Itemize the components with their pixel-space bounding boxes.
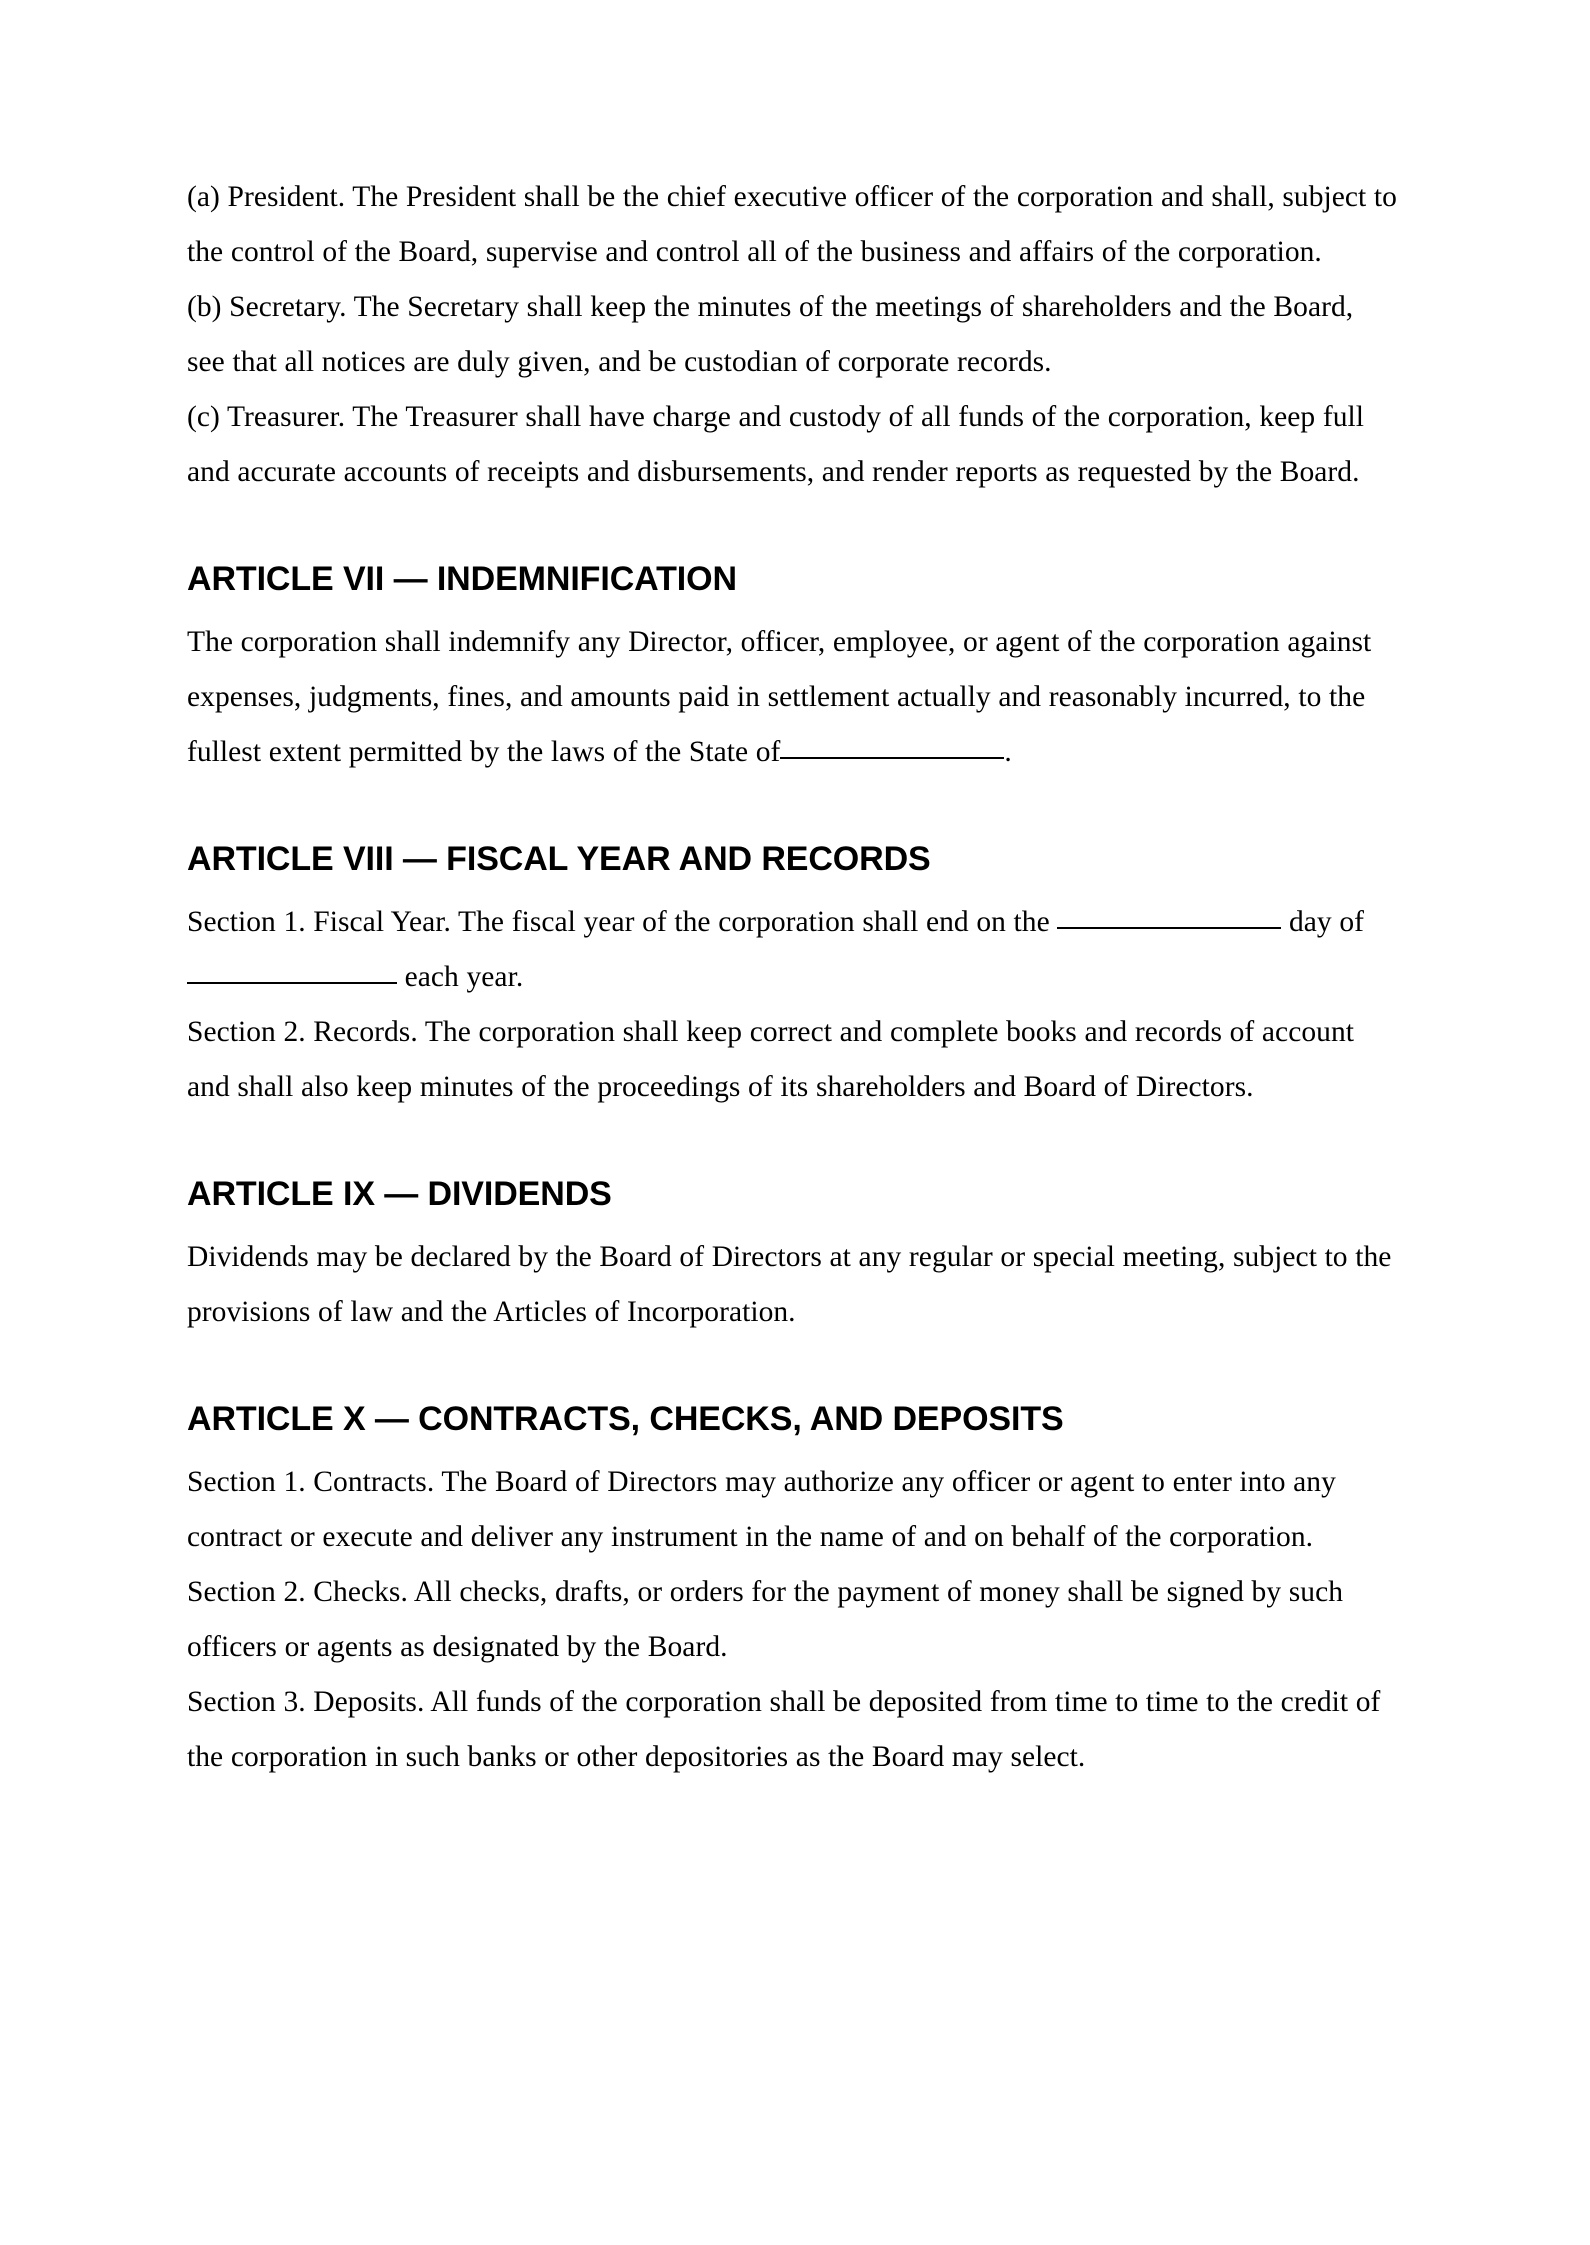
spacer xyxy=(187,1441,1397,1455)
spacer xyxy=(187,601,1397,615)
paragraph-officer-president: (a) President. The President shall be the chief executive officer of the corporation and shall, subject to the control of the Board, supervise and control all of the business and affairs of the corporation. xyxy=(187,181,1397,268)
heading-article-vii: ARTICLE VII — INDEMNIFICATION xyxy=(187,560,737,598)
paragraph-article-x-section-3: Section 3. Deposits. All funds of the corporation shall be deposited from time to time to the credit of the corporation in such banks or other depositories as the Board may select. xyxy=(187,1686,1381,1773)
article-vii-text-before-blank: The corporation shall indemnify any Director, officer, employee, or agent of the corporation against expenses, judgments, fines, and amounts paid in settlement actually and reasonably incurred, to the fullest extent permitted by the laws of the State of xyxy=(187,626,1372,768)
document-body xyxy=(187,170,1397,1785)
paragraph-article-x-section-1: Section 1. Contracts. The Board of Directors may authorize any officer or agent to enter into any contract or execute and deliver any instrument in the name of and on behalf of the corporation. xyxy=(187,1466,1336,1553)
paragraph-article-viii-section-2: Section 2. Records. The corporation shall keep correct and complete books and records of account and shall also keep minutes of the proceedings of its shareholders and Board of Directors. xyxy=(187,1016,1354,1103)
article-viii-section-1-text-1: Section 1. Fiscal Year. The fiscal year of the corporation shall end on the xyxy=(187,906,1050,938)
spacer xyxy=(187,1115,1397,1172)
spacer xyxy=(187,881,1397,895)
state-name-blank[interactable] xyxy=(780,732,1004,759)
paragraph-article-vii-body xyxy=(187,615,1397,780)
spacer xyxy=(187,1216,1397,1230)
article-vii-text-after-blank: . xyxy=(1004,736,1012,768)
heading-article-viii: ARTICLE VIII — FISCAL YEAR AND RECORDS xyxy=(187,840,931,878)
article-viii-section-1-text-2: day of xyxy=(1288,906,1365,938)
paragraph-article-ix-body: Dividends may be declared by the Board of Directors at any regular or special meeting, subject to the provisions of law and the Articles of Incorporation. xyxy=(187,1241,1392,1328)
heading-article-ix: ARTICLE IX — DIVIDENDS xyxy=(187,1175,612,1213)
paragraph-officer-secretary: (b) Secretary. The Secretary shall keep the minutes of the meetings of shareholders and the Board, see that all notices are duly given, and be custodian of corporate records. xyxy=(187,291,1354,378)
paragraph-article-x-section-2: Section 2. Checks. All checks, drafts, or orders for the payment of money shall be signed by such officers or agents as designated by the Board. xyxy=(187,1576,1344,1663)
spacer xyxy=(187,500,1397,557)
paragraph-article-viii-section-1 xyxy=(187,895,1397,1005)
heading-article-x: ARTICLE X — CONTRACTS, CHECKS, AND DEPOSITS xyxy=(187,1400,1064,1438)
paragraph-officer-treasurer: (c) Treasurer. The Treasurer shall have charge and custody of all funds of the corporation, keep full and accurate accounts of receipts and disbursements, and render reports as requested by the Board. xyxy=(187,401,1364,488)
fiscal-year-end-month-blank[interactable] xyxy=(187,957,397,984)
spacer xyxy=(187,780,1397,837)
fiscal-year-end-day-blank[interactable] xyxy=(1057,902,1281,929)
article-viii-section-1-text-3: each year. xyxy=(404,961,524,993)
spacer xyxy=(187,1340,1397,1397)
